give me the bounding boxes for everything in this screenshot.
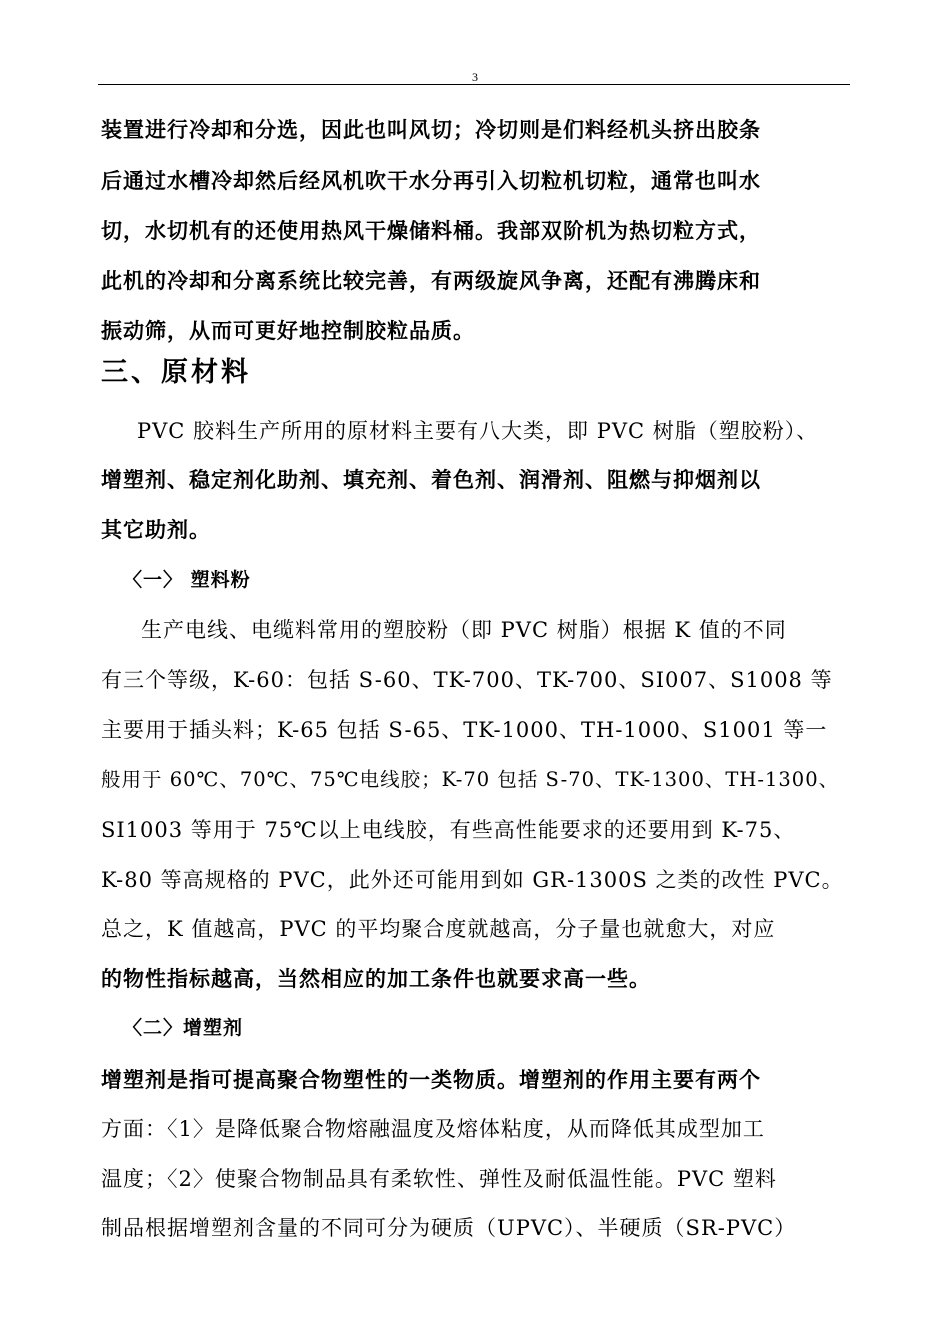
page-number: 3 [472, 70, 478, 84]
section-heading: 三、原材料 [101, 357, 251, 388]
subsection-line: 方面：〈1〉是降低聚合物熔融温度及熔体粘度，从而降低其成型加工 [101, 1117, 765, 1141]
paragraph-line: 后通过水槽冷却然后经风机吹干水分再引入切粒机切粒，通常也叫水 [101, 168, 761, 193]
paragraph-line: 切，水切机有的还使用热风干燥储料桶。我部双阶机为热切粒方式， [101, 218, 761, 243]
intro-line: PVC 胶料生产所用的原材料主要有八大类，即 PVC 树脂（塑胶粉）、 [137, 419, 819, 443]
subsection-line: SI1003 等用于 75℃以上电线胶，有些高性能要求的还要用到 K-75、 [101, 818, 796, 842]
subsection-line: 有三个等级，K-60：包括 S-60、TK-700、TK-700、SI007、S1008 等 [101, 668, 833, 692]
subsection-line: 主要用于插头料；K-65 包括 S-65、TK-1000、TH-1000、S1001 等一 [101, 718, 828, 742]
subsection-line: 温度；〈2〉使聚合物制品具有柔软性、弹性及耐低温性能。PVC 塑料 [101, 1167, 777, 1191]
subsection-title: 〈一〉 塑料粉 [123, 569, 251, 591]
intro-line: 增塑剂、稳定剂化助剂、填充剂、着色剂、润滑剂、阻燃与抑烟剂以 [101, 467, 761, 492]
subsection-line: K-80 等高规格的 PVC，此外还可能用到如 GR-1300S 之类的改性 PVC。 [101, 868, 844, 892]
paragraph-line: 振动筛，从而可更好地控制胶粒品质。 [101, 318, 475, 343]
subsection-title: 〈二〉增塑剂 [123, 1017, 244, 1039]
header-rule [98, 84, 850, 85]
intro-line: 其它助剂。 [101, 517, 211, 542]
subsection-line: 总之，K 值越高，PVC 的平均聚合度就越高，分子量也就愈大，对应 [101, 917, 776, 941]
paragraph-line: 装置进行冷却和分选，因此也叫风切；冷切则是们料经机头挤出胶条 [101, 117, 761, 142]
paragraph-line: 此机的冷却和分离系统比较完善，有两级旋风争离，还配有沸腾床和 [101, 268, 761, 293]
subsection-line: 生产电线、电缆料常用的塑胶粉（即 PVC 树脂）根据 K 值的不同 [141, 618, 787, 642]
subsection-line: 增塑剂是指可提高聚合物塑性的一类物质。增塑剂的作用主要有两个 [101, 1067, 761, 1092]
subsection-line: 的物性指标越高，当然相应的加工条件也就要求高一些。 [101, 966, 651, 991]
subsection-line: 般用于 60℃、70℃、75℃电线胶；K-70 包括 S-70、TK-1300、TH-1300、 [101, 768, 840, 791]
subsection-line: 制品根据增塑剂含量的不同可分为硬质（UPVC）、半硬质（SR-PVC） [101, 1216, 797, 1240]
